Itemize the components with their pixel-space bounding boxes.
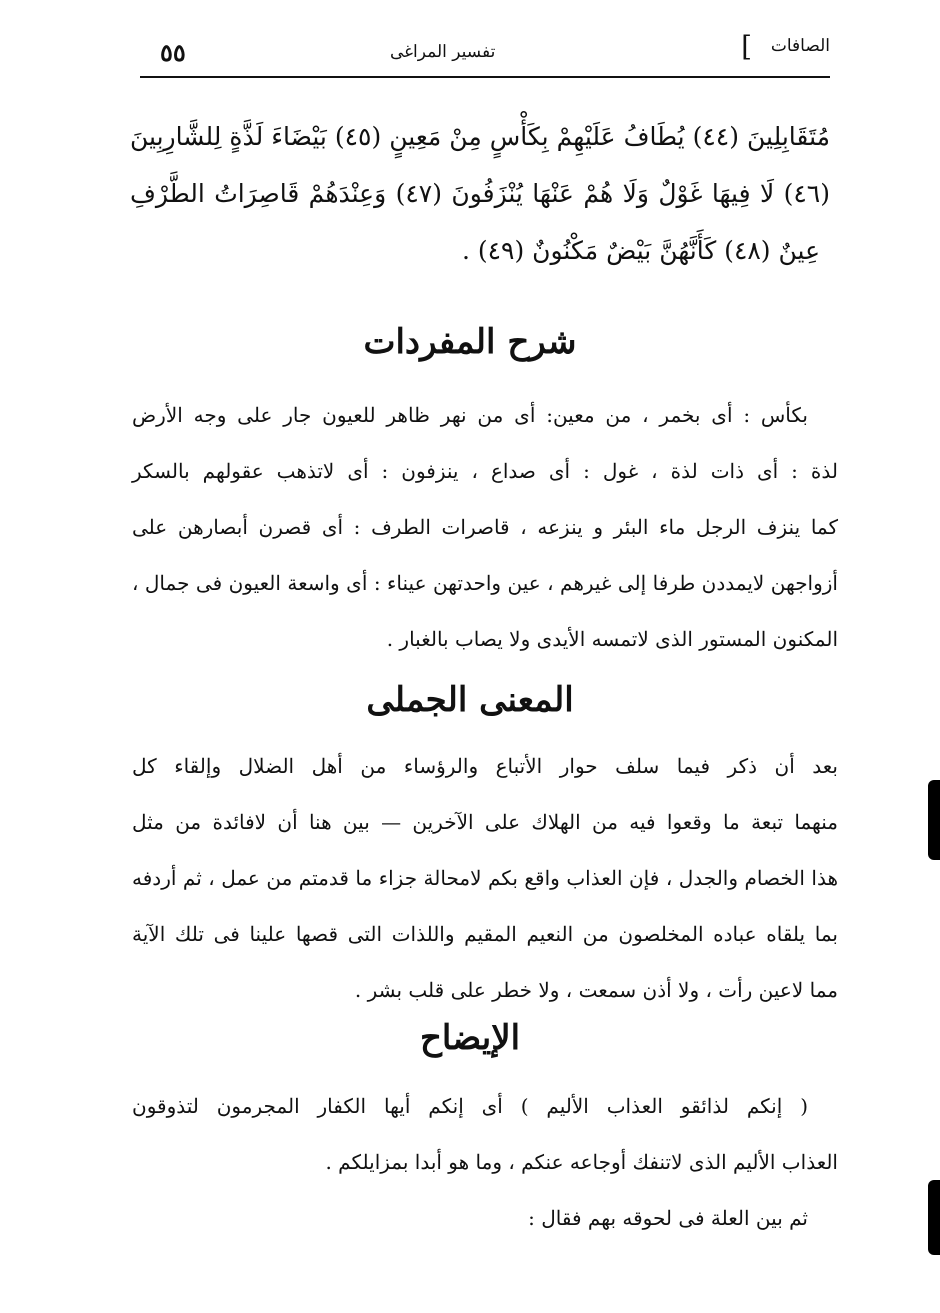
text-line: ( إنكم لذائقو العذاب الأليم ) أى إنكم أيها الكفار المجرمون لتذوقون — [132, 1094, 808, 1118]
header-rule — [140, 76, 830, 78]
page-header — [140, 28, 830, 78]
text-line: بما يلقاه عباده المخلصون من النعيم المقيم واللذات التى قصها علينا فى تلك الآية — [132, 922, 838, 946]
verse-line: مُتَقَابِلِينَ (٤٤) يُطَافُ عَلَيْهِمْ بِكَأْسٍ مِنْ مَعِينٍ (٤٥) بَيْضَاءَ لَذَّةٍ لِلشَّارِبِينَ — [130, 122, 830, 151]
vocab-heading: شرح المفردات — [363, 322, 577, 362]
text-line: أزواجهن لايمددن طرفا إلى غيرهم ، عين واحدتهن عيناء : أى واسعة العيون فى جمال ، — [132, 571, 838, 595]
meaning-paragraph — [132, 738, 838, 1018]
verse-line: (٤٦) لَا فِيهَا غَوْلٌ وَلَا هُمْ عَنْهَا يُنْزَفُونَ (٤٧) وَعِنْدَهُمْ قَاصِرَاتُ الطَّرْفِ — [130, 179, 830, 208]
header-bracket: ] — [741, 30, 752, 63]
verse-line: عِينٌ (٤٨) كَأَنَّهُنَّ بَيْضٌ مَكْنُونٌ (٤٩) . — [461, 236, 820, 265]
text-line: ثم بين العلة فى لحوقه بهم فقال : — [528, 1206, 808, 1230]
text-line: بكأس : أى بخمر ، من معين: أى من نهر ظاهر للعيون جار على وجه الأرض — [132, 403, 808, 427]
quran-verses — [130, 108, 830, 279]
scan-edge-shadow — [928, 780, 940, 860]
text-line: مما لاعين رأت ، ولا أذن سمعت ، ولا خطر على قلب بشر . — [354, 978, 838, 1002]
text-line: كما ينزف الرجل ماء البئر و ينزعه ، قاصرات الطرف : أى قصرن أبصارهن على — [132, 515, 838, 539]
page-number: ٥٥ — [160, 38, 186, 67]
meaning-heading: المعنى الجملى — [366, 680, 574, 720]
text-line: بعد أن ذكر فيما سلف حوار الأتباع والرؤساء من أهل الضلال وإلقاء كل — [132, 754, 838, 778]
explanation-heading: الإيضاح — [419, 1018, 521, 1058]
text-line: لذة : أى ذات لذة ، غول : أى صداع ، ينزفون : أى لاتذهب عقولهم بالسكر — [132, 459, 838, 483]
scan-edge-shadow — [928, 1180, 940, 1255]
vocab-paragraph — [132, 387, 838, 667]
text-line: المكنون المستور الذى لاتمسه الأيدى ولا يصاب بالغبار . — [386, 627, 838, 651]
text-line: منهما تبعة ما وقعوا فيه من الهلاك على الآخرين — بين هنا أن لافائدة من مثل — [132, 810, 838, 834]
book-title: تفسير المراغى — [390, 42, 496, 62]
text-line: هذا الخصام والجدل ، فإن العذاب واقع بكم لامحالة جزاء ما قدمتم من عمل ، ثم أردفه — [132, 866, 838, 890]
surah-name: الصافات — [770, 36, 830, 56]
explanation-paragraph — [132, 1078, 838, 1246]
text-line: العذاب الأليم الذى لاتنفك أوجاعه عنكم ، وما هو أبدا بمزايلكم . — [325, 1150, 838, 1174]
